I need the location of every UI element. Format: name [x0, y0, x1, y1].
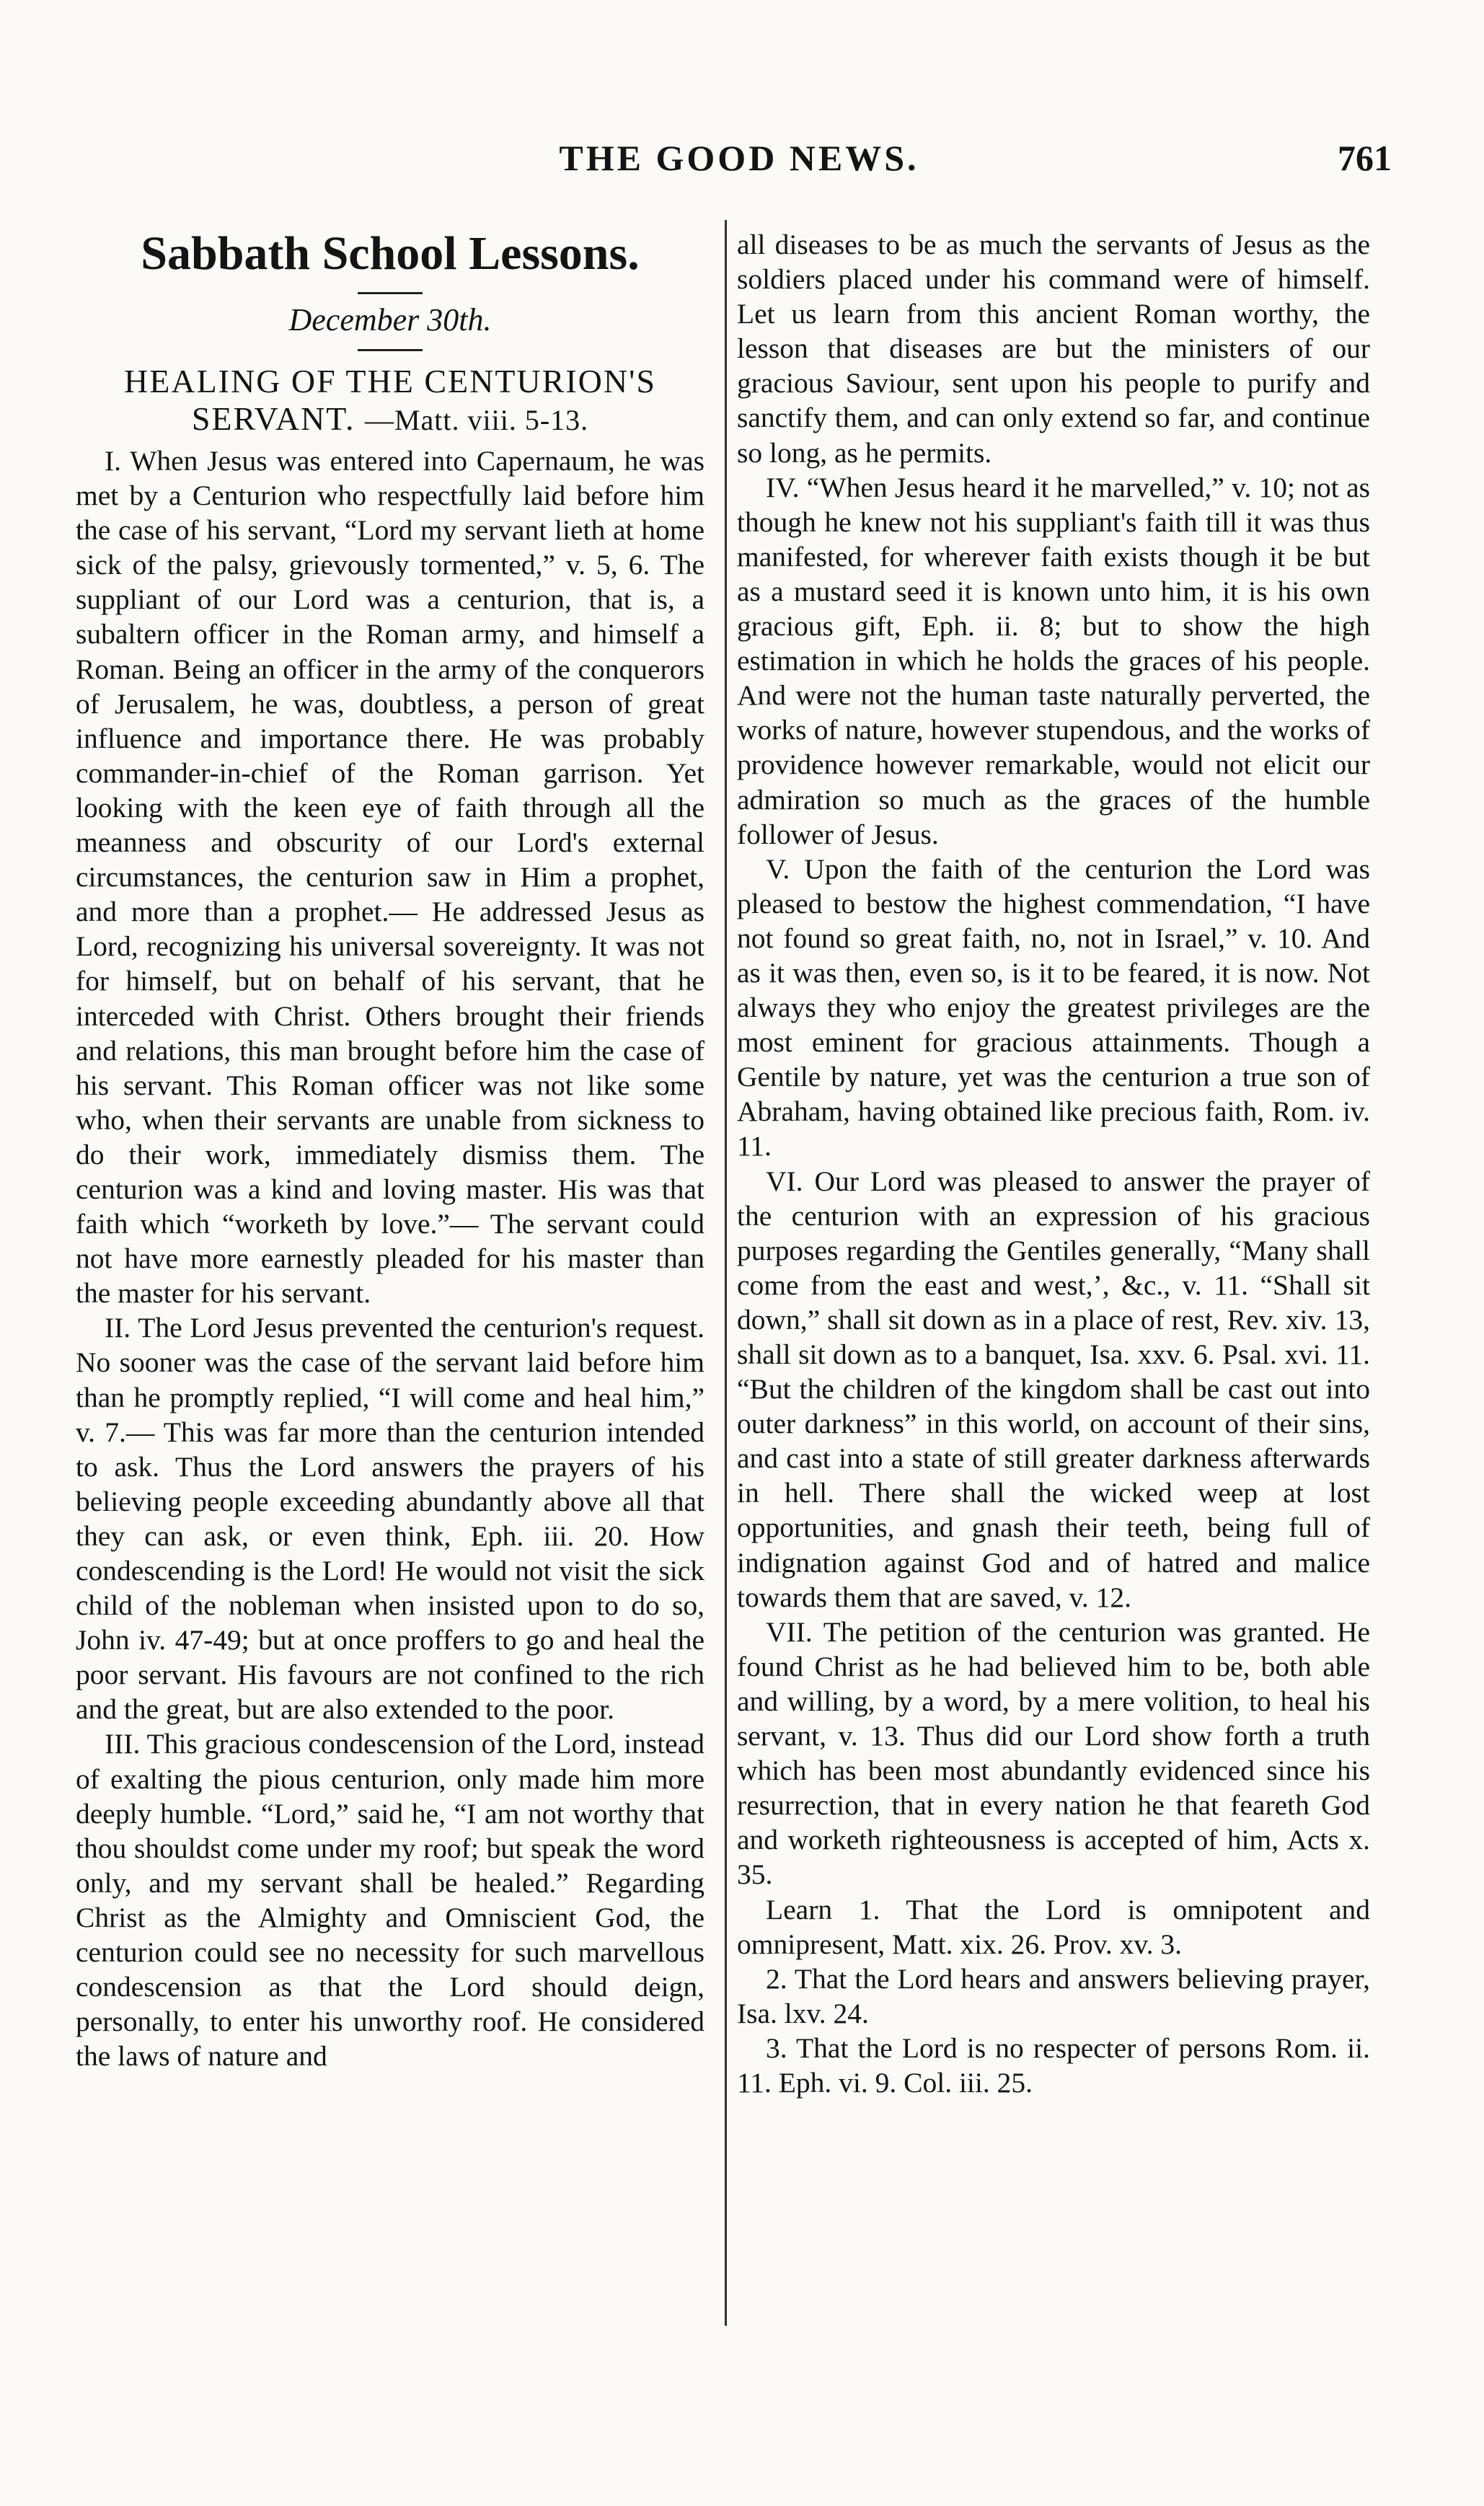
lesson-title-block — [76, 363, 705, 439]
paragraph-vi: VI. Our Lord was pleased to answer the prayer of the centurion with an expression of his gracious purposes regarding the Gentiles generally, “Many shall come from the east and west,’, &c., v. 11. “Shall sit down,” shall sit down as in a place of rest, Rev. xiv. 13, shall sit down as to a banquet, Isa. xxv. 6. Psal. xvi. 11. “But the children of the kingdom shall be cast out into outer darkness” in this world, on account of their sins, and cast into a state of still greater darkness afterwards in hell. There shall the wicked weep at lost opportunities, and gnash their teeth, being full of indignation against God and of hatred and malice towards them that are saved, v. 12. — [737, 1165, 1370, 1613]
running-title: THE GOOD NEWS. — [559, 138, 919, 178]
short-rule — [358, 292, 423, 294]
lesson-date: December 30th. — [288, 302, 492, 337]
column-divider — [725, 220, 727, 2326]
learn-point-1: Learn 1. That the Lord is omnipotent and omnipresent, Matt. xix. 26. Prov. xv. 3. — [737, 1893, 1370, 1960]
scripture-reference: —Matt. viii. 5-13. — [364, 404, 589, 436]
page-number: 761 — [1338, 138, 1392, 178]
page-header — [72, 137, 1406, 202]
paragraph-v: V. Upon the faith of the centurion the Lord was pleased to bestow the highest commendation, “I have not found so great faith, no, not in Israel,” v. 10. And as it was then, even so, is it to be feared, it is now. Not always they who enjoy the greatest privileges are the most eminent for gracious attainments. Though a Gentile by nature, yet was the centurion a true son of Abraham, having obtained like precious faith, Rom. iv. 11. — [737, 852, 1370, 1162]
paragraph-i: I. When Jesus was entered into Capernaum, he was met by a Centurion who respectfully laid before him the case of his servant, “Lord my servant lieth at home sick of the palsy, grievously tormented,” v. 5, 6. The suppliant of our Lord was a centurion, that is, a subaltern officer in the Roman army, and himself a Roman. Being an officer in the army of the conquerors of Jerusalem, he was, doubtless, a person of great influence and importance there. He was probably commander-in-chief of the Roman garrison. Yet looking with the keen eye of faith through all the meanness and obscurity of our Lord's external circumstances, the centurion saw in Him a prophet, and more than a prophet.— He addressed Jesus as Lord, recognizing his universal sovereignty. It was not for himself, but on behalf of his servant, that he interceded with Christ. Others brought their friends and relations, this man brought before him the case of his servant. This Roman officer was not like some who, when their servants are unable from sickness to do their work, immediately dismiss them. The centurion was a kind and loving master. His was that faith which “worketh by love.”— The servant could not have more earnestly pleaded for his master than the master for his servant. — [76, 445, 705, 1310]
paragraph-iv: IV. “When Jesus heard it he marvelled,” v. 10; not as though he knew not his suppliant's faith till it was thus manifested, for wherever faith exists though it be but as a mustard seed it is known unto him, it is his own gracious gift, Eph. ii. 8; but to show the high estimation in which he holds the graces of his people. And were not the human taste naturally perverted, the works of nature, however stupendous, and the works of providence however remarkable, would not elicit our admiration so much as the graces of the humble follower of Jesus. — [737, 471, 1370, 850]
paragraph-ii: II. The Lord Jesus prevented the centurion's request. No sooner was the case of the servant laid before him than he promptly replied, “I will come and heal him,” v. 7.— This was far more than the centurion intended to ask. Thus the Lord answers the prayers of his believing people exceeding abundantly above all that they can ask, or even think, Eph. iii. 20. How condescending is the Lord! He would not visit the sick child of the nobleman when insisted upon to do so, John iv. 47-49; but at once proffers to go and heal the poor servant. His favours are not confined to the rich and the great, but are also extended to the poor. — [76, 1312, 705, 1726]
lesson-title: HEALING OF THE CENTURION'S SERVANT. — [124, 363, 656, 437]
learn-point-2: 2. That the Lord hears and answers believing prayer, Isa. lxv. 24. — [737, 1962, 1370, 2029]
paragraph-iii-continued: all diseases to be as much the servants of Jesus as the soldiers placed under his command were of himself. Let us learn from this ancient Roman worthy, the lesson that diseases are but the ministers of our gracious Saviour, sent upon his people to purify and sanctify them, and can only extend so far, and continue so long, as he permits. — [737, 229, 1370, 469]
paragraph-iii: III. This gracious condescension of the Lord, instead of exalting the pious centurion, only made him more deeply humble. “Lord,” said he, “I am not worthy that thou shouldst come under my roof; but speak the word only, and my servant shall be healed.” Regarding Christ as the Almighty and Omniscient God, the centurion could see no necessity for such marvellous condescension as that the Lord should deign, personally, to enter his unworthy roof. He considered the laws of nature and — [76, 1728, 705, 2073]
left-column — [76, 227, 705, 2073]
learn-point-3: 3. That the Lord is no respecter of persons Rom. ii. 11. Eph. vi. 9. Col. iii. 25. — [737, 2031, 1370, 2099]
section-heading: Sabbath School Lessons. — [141, 227, 640, 280]
paragraph-vii: VII. The petition of the centurion was granted. He found Christ as he had believed him to be, both able and willing, by a word, by a mere volition, to heal his servant, v. 13. Thus did our Lord show forth a truth which has been most abundantly evidenced since his resurrection, that in every nation he that feareth God and worketh righteousness is accepted of him, Acts x. 35. — [737, 1615, 1370, 1891]
right-column — [737, 227, 1370, 2100]
short-rule — [358, 349, 423, 351]
